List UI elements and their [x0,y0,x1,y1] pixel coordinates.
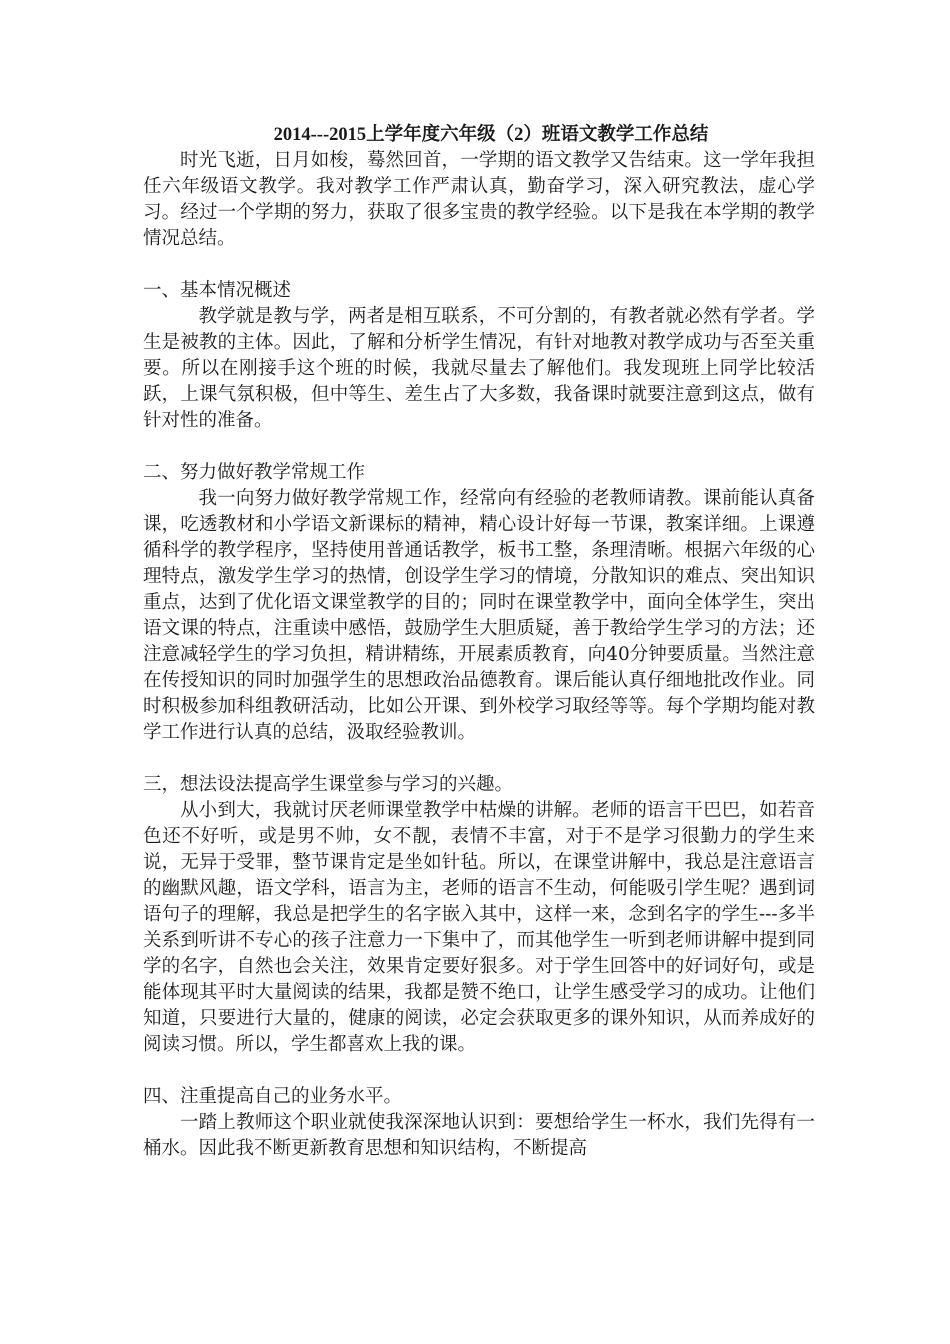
section-body-4: 一踏上教师这个职业就使我深深地认识到：要想给学生一杯水，我们先得有一桶水。因此我不断更新教育思想和知识结构，不断提高 [143,1112,815,1159]
section-heading-4: 四、注重提高自己的业务水平。 [143,1086,403,1107]
section-body-2: 我一向努力做好教学常规工作，经常向有经验的老教师请教。课前能认真备课，吃透教材和小学语文新课标的精神，精心设计好每一节课，教案详细。上课遵循科学的教学程序，坚持使用普通话教学，板书工整，条理清晰。根据六年级的心理特点，激发学生学习的热情，创设学生学习的情境，分散知识的难点、突出知识重点，达到了优化语文课堂教学的目的；同时在课堂教学中，面向全体学生，突出语文课的特点，注重读中感悟，鼓励学生大胆质疑，善于教给学生学习的方法；还注意减轻学生的学习负担，精讲精练，开展素质教育，向40分钟要质量。当然注意在传授知识的同时加强学生的思想政治品德教育。课后能认真仔细地批改作业。同时积极参加科组教研活动，比如公开课、到外校学习取经等等。每个学期均能对教学工作进行认真的总结，汲取经验教训。 [143,488,815,743]
section-heading-1: 一、基本情况概述 [143,280,292,301]
intro-paragraph: 时光飞逝，日月如梭，蓦然回首，一学期的语文教学又告结束。这一学年我担任六年级语文教学。我对教学工作严肃认真，勤奋学习，深入研究教法，虚心学习。经过一个学期的努力，获取了很多宝贵的教学经验。以下是我在本学期的教学情况总结。 [143,150,815,249]
section-body-3: 从小到大，我就讨厌老师课堂教学中枯燥的讲解。老师的语言干巴巴，如若音色还不好听，或是男不帅，女不靓，表情不丰富，对于不是学习很勤力的学生来说，无异于受罪，整节课肯定是坐如针毡。所以，在课堂讲解中，我总是注意语言的幽默风趣，语文学科，语言为主，老师的语言不生动，何能吸引学生呢？遇到词语句子的理解，我总是把学生的名字嵌入其中，这样一来，念到名字的学生---多半关系到听讲不专心的孩子注意力一下集中了，而其他学生一听到老师讲解中提到同学的名字，自然也会关注，效果肯定要好狠多。对于学生回答中的好词好句，或是能体现其平时大量阅读的结果，我都是赞不绝口，让学生感受学习的成功。让他们知道，只要进行大量的，健康的阅读，必定会获取更多的课外知识，从而养成好的阅读习惯。所以，学生都喜欢上我的课。 [143,800,815,1055]
section-heading-2: 二、努力做好教学常规工作 [143,462,366,483]
document-page [143,122,815,1162]
section-heading-3: 三，想法设法提高学生课堂参与学习的兴趣。 [143,774,514,795]
section-body-1: 教学就是教与学，两者是相互联系，不可分割的，有教者就必然有学者。学生是被教的主体。因此，了解和分析学生情况，有针对地教对教学成功与否至关重要。所以在刚接手这个班的时候，我就尽量去了解他们。我发现班上同学比较活跃，上课气氛积极，但中等生、差生占了大多数，我备课时就要注意到这点，做有针对性的准备。 [143,306,815,431]
document-title: 2014---2015上学年度六年级（2）班语文教学工作总结 [273,125,709,145]
